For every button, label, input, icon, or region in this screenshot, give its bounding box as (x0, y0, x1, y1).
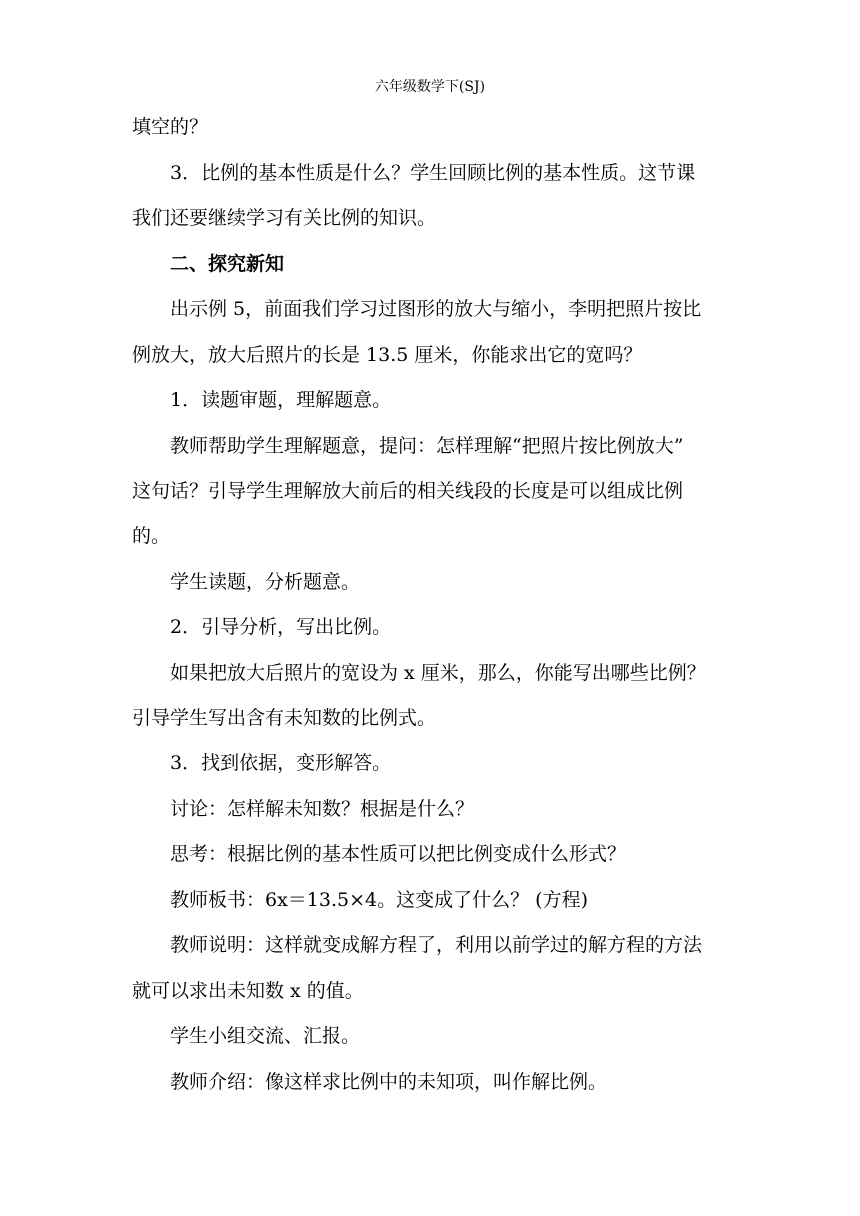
body-line: 教师板书：6x＝13.5×4。这变成了什么？ (方程) (132, 889, 588, 911)
body-line: 我们还要继续学习有关比例的知识。 (132, 207, 437, 229)
body-line: 3．找到依据，变形解答。 (132, 752, 392, 774)
body-line: 2．引导分析，写出比例。 (132, 616, 392, 638)
body-line: 思考：根据比例的基本性质可以把比例变成什么形式？ (132, 843, 627, 865)
body-line: 学生读题，分析题意。 (132, 571, 361, 593)
body-line: 讨论：怎样解未知数？根据是什么？ (132, 798, 475, 820)
body-line: 就可以求出未知数 x 的值。 (132, 980, 364, 1002)
body-line: 这句话？引导学生理解放大前后的相关线段的长度是可以组成比例 (132, 480, 684, 502)
body-line: 填空的？ (132, 116, 209, 138)
body-line: 教师介绍：像这样求比例中的未知项，叫作解比例。 (132, 1071, 608, 1093)
section-heading: 二、探究新知 (132, 253, 285, 275)
body-line: 例放大，放大后照片的长是 13.5 厘米，你能求出它的宽吗？ (132, 344, 643, 366)
body-line: 学生小组交流、汇报。 (132, 1025, 361, 1047)
body-line: 教师说明：这样就变成解方程了，利用以前学过的解方程的方法 (132, 934, 703, 956)
body-line: 引导学生写出含有未知数的比例式。 (132, 707, 437, 729)
body-line: 3．比例的基本性质是什么？学生回顾比例的基本性质。这节课 (132, 162, 696, 184)
page-header: 六年级数学下(SJ) (374, 79, 486, 95)
body-line: 如果把放大后照片的宽设为 x 厘米，那么，你能写出哪些比例？ (132, 662, 706, 684)
body-line: 教师帮助学生理解题意，提问：怎样理解“把照片按比例放大” (132, 435, 684, 457)
body-line: 出示例 5，前面我们学习过图形的放大与缩小，李明把照片按比 (132, 298, 702, 320)
body-line: 1．读题审题，理解题意。 (132, 389, 392, 411)
body-line: 的。 (132, 525, 171, 547)
